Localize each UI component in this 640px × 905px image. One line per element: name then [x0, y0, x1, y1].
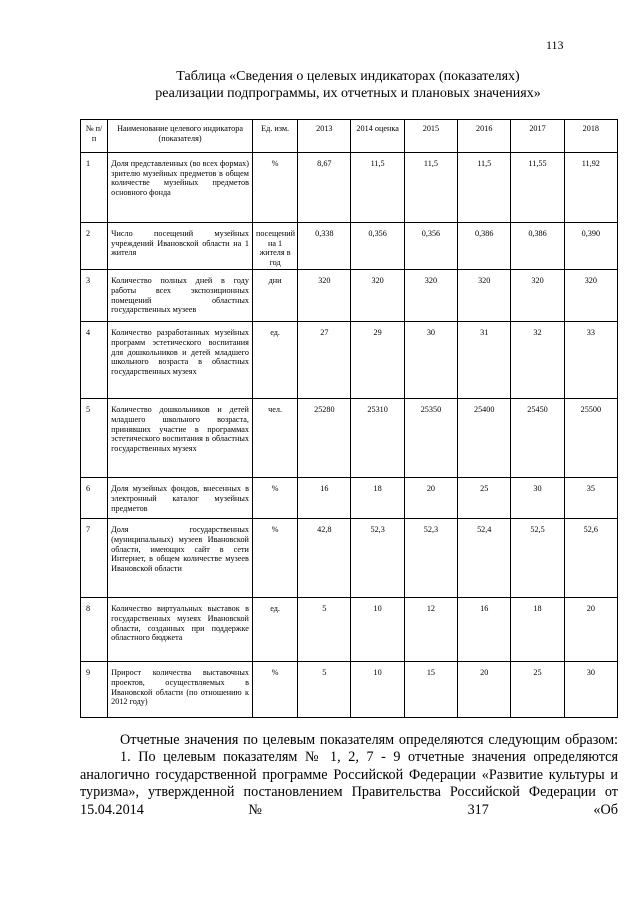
row-unit: %	[252, 662, 297, 718]
row-unit: %	[252, 153, 297, 223]
table-row	[81, 223, 618, 270]
row-value: 320	[404, 270, 457, 322]
row-value: 25310	[351, 399, 404, 478]
header-year-2014: 2014 оценка	[351, 120, 404, 153]
row-value: 10	[351, 662, 404, 718]
header-year-2017: 2017	[511, 120, 564, 153]
row-value: 25	[511, 662, 564, 718]
row-value: 42,8	[298, 519, 351, 598]
row-unit: посещений на 1 жителя в год	[252, 223, 297, 270]
header-unit: Ед. изм.	[252, 120, 297, 153]
row-value: 11,5	[351, 153, 404, 223]
row-value: 18	[351, 478, 404, 519]
row-value: 320	[298, 270, 351, 322]
row-value: 11,92	[564, 153, 617, 223]
row-value: 0,386	[511, 223, 564, 270]
row-value: 5	[298, 598, 351, 662]
row-value: 52,3	[351, 519, 404, 598]
row-value: 25350	[404, 399, 457, 478]
row-value: 35	[564, 478, 617, 519]
row-name: Доля государственных (муниципальных) музеев Ивановской области, имеющих сайт в сети Интернет, в общем количестве музеев Ивановской области	[108, 519, 253, 598]
row-value: 12	[404, 598, 457, 662]
table-row	[81, 598, 618, 662]
row-value: 8,67	[298, 153, 351, 223]
header-num: № п/п	[81, 120, 108, 153]
table-row	[81, 662, 618, 718]
row-value: 52,6	[564, 519, 617, 598]
row-name: Прирост количества выставочных проектов, осуществляемых в Ивановской области (по отношению к 2012 году)	[108, 662, 253, 718]
row-value: 16	[458, 598, 511, 662]
row-value: 27	[298, 322, 351, 399]
row-unit: ед.	[252, 322, 297, 399]
row-unit: чел.	[252, 399, 297, 478]
row-unit: дни	[252, 270, 297, 322]
row-value: 52,3	[404, 519, 457, 598]
table-title	[108, 68, 588, 102]
row-value: 25500	[564, 399, 617, 478]
row-value: 30	[511, 478, 564, 519]
row-value: 11,5	[458, 153, 511, 223]
header-name: Наименование целевого индикатора (показателя)	[108, 120, 253, 153]
page-number: 113	[546, 38, 564, 52]
row-value: 29	[351, 322, 404, 399]
row-value: 52,5	[511, 519, 564, 598]
row-num: 8	[81, 598, 108, 662]
paragraph-1: Отчетные значения по целевым показателям определяются следующим образом:	[120, 732, 618, 748]
row-value: 11,5	[404, 153, 457, 223]
row-name: Число посещений музейных учреждений Ивановской области на 1 жителя	[108, 223, 253, 270]
header-year-2018: 2018	[564, 120, 617, 153]
row-name: Количество полных дней в году работы всех экспозиционных помещений областных государственных музеев	[108, 270, 253, 322]
row-value: 320	[351, 270, 404, 322]
body-text	[80, 732, 618, 819]
row-num: 9	[81, 662, 108, 718]
row-value: 16	[298, 478, 351, 519]
table-row	[81, 322, 618, 399]
row-name: Доля музейных фондов, внесенных в электронный каталог музейных предметов	[108, 478, 253, 519]
row-unit: %	[252, 519, 297, 598]
row-value: 25450	[511, 399, 564, 478]
row-value: 0,390	[564, 223, 617, 270]
row-value: 25	[458, 478, 511, 519]
table-row	[81, 153, 618, 223]
row-value: 18	[511, 598, 564, 662]
row-value: 0,386	[458, 223, 511, 270]
table-title-line-2: реализации подпрограммы, их отчетных и плановых значениях»	[155, 86, 541, 101]
row-value: 25400	[458, 399, 511, 478]
row-num: 7	[81, 519, 108, 598]
row-value: 320	[564, 270, 617, 322]
row-num: 3	[81, 270, 108, 322]
row-num: 5	[81, 399, 108, 478]
row-unit: %	[252, 478, 297, 519]
row-value: 10	[351, 598, 404, 662]
row-name: Количество дошкольников и детей младшего школьного возраста, принявших участие в программах эстетического воспитания в областных государственных музеях	[108, 399, 253, 478]
row-value: 20	[458, 662, 511, 718]
table-row	[81, 519, 618, 598]
table-header-row	[81, 120, 618, 153]
row-value: 30	[404, 322, 457, 399]
row-num: 6	[81, 478, 108, 519]
row-name: Доля представленных (во всех формах) зрителю музейных предметов в общем количестве музейных предметов основного фонда	[108, 153, 253, 223]
row-value: 25280	[298, 399, 351, 478]
row-value: 20	[564, 598, 617, 662]
header-year-2015: 2015	[404, 120, 457, 153]
row-num: 4	[81, 322, 108, 399]
table-row	[81, 399, 618, 478]
table-row	[81, 270, 618, 322]
row-unit: ед.	[252, 598, 297, 662]
row-value: 320	[511, 270, 564, 322]
row-value: 20	[404, 478, 457, 519]
row-value: 320	[458, 270, 511, 322]
row-value: 52,4	[458, 519, 511, 598]
row-num: 1	[81, 153, 108, 223]
row-value: 15	[404, 662, 457, 718]
row-name: Количество разработанных музейных программ эстетического воспитания для дошкольников и детей младшего школьного возраста в областных государственных музеях	[108, 322, 253, 399]
row-value: 0,338	[298, 223, 351, 270]
row-name: Количество виртуальных выставок в государственных музеях Ивановской области, созданных при поддержке областного бюджета	[108, 598, 253, 662]
row-value: 0,356	[404, 223, 457, 270]
header-year-2016: 2016	[458, 120, 511, 153]
row-value: 33	[564, 322, 617, 399]
indicators-table	[80, 119, 618, 718]
row-num: 2	[81, 223, 108, 270]
header-year-2013: 2013	[298, 120, 351, 153]
row-value: 5	[298, 662, 351, 718]
table-title-line-1: Таблица «Сведения о целевых индикаторах (показателях)	[176, 69, 520, 84]
row-value: 0,356	[351, 223, 404, 270]
row-value: 11,55	[511, 153, 564, 223]
row-value: 31	[458, 322, 511, 399]
paragraph-2: 1. По целевым показателям № 1, 2, 7 - 9 отчетные значения определяются аналогично государственной программе Российской Федерации «Развитие культуры и туризма», утвержденной постановлением Правительства Российской Федерации от 15.04.2014 № 317 «Об	[80, 749, 618, 818]
table-row	[81, 478, 618, 519]
row-value: 30	[564, 662, 617, 718]
row-value: 32	[511, 322, 564, 399]
